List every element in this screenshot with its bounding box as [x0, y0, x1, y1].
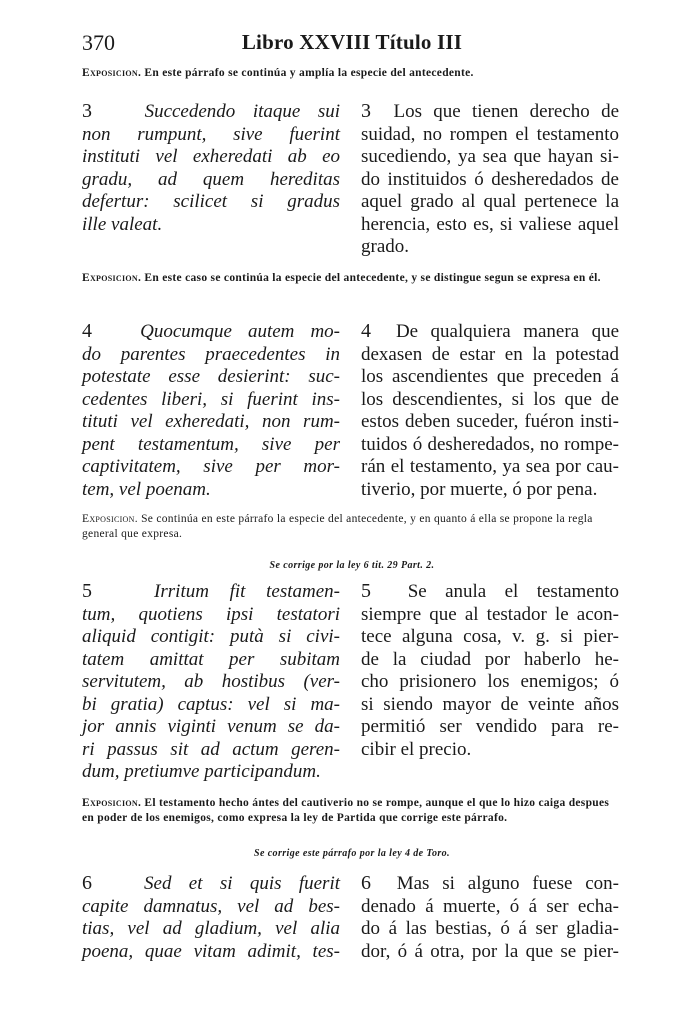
text-line: servitutem, ab hostibus (ver- — [82, 671, 340, 692]
text-line: permitió ser vendido para re- — [361, 716, 619, 737]
running-title: Libro XXVIII Título III — [241, 30, 463, 54]
exposition-label: Exposicion. — [82, 272, 142, 284]
text-line: cho prisionero los enemigos; ó — [361, 671, 619, 692]
text-line: los ascendientes que preceden á — [361, 366, 619, 387]
text-line: ille valeat. — [82, 213, 163, 235]
text-line: Irritum fit testamen- — [154, 581, 340, 602]
text-line: tiverio, por muerte, ó por pena. — [361, 478, 598, 500]
text-line: instituti vel exheredati ab eo — [82, 146, 340, 167]
text-line: bi gratia) captus: vel si ma- — [82, 693, 340, 715]
text-line: dum, pretiumve participandum. — [82, 761, 321, 782]
text-line: pent testamentum, sive per — [82, 433, 340, 455]
text-line: Succedendo itaque sui — [144, 101, 340, 122]
spanish-paragraph — [361, 320, 619, 501]
spanish-paragraph — [361, 100, 619, 259]
text-line: estos deben suceder, fuéron insti- — [361, 411, 619, 432]
text-line: De qualquiera manera que — [395, 321, 620, 342]
exposition-label: Exposicion. — [82, 513, 138, 525]
correction-note: Se corrige este párrafo por la ley 4 de Toro. — [254, 848, 450, 859]
text-line: cibir el precio. — [361, 738, 472, 760]
latin-paragraph — [82, 580, 340, 784]
text-line: tece alguna cosa, v. g. si pier- — [361, 626, 619, 647]
text-line: captivitatem, sive per mor- — [82, 456, 340, 477]
text-line: tum, quotiens ipsi testatori — [82, 603, 340, 625]
text-line: tituti vel exheredati, non rum- — [82, 411, 340, 432]
text-line: dexasen de estar en la potestad — [361, 343, 619, 365]
text-line: tuidos ó desheredados, no rompe- — [361, 433, 619, 455]
page-number: 370 — [82, 30, 115, 55]
correction-note: Se corrige por la ley 6 tit. 29 Part. 2. — [269, 560, 435, 571]
spanish-paragraph — [361, 580, 619, 761]
paragraph-number: 4 — [82, 320, 92, 342]
latin-paragraph — [82, 320, 340, 501]
text-line: poena, quae vitam adimit, tes- — [82, 940, 340, 962]
text-line: tias, vel ad gladium, vel alia — [82, 918, 340, 939]
paragraph-number: 6 — [82, 872, 92, 894]
exposition-text: Se continúa en este párrafo la especie del antecedente, y en quanto á ella se propone la regla general que expresa. — [82, 513, 593, 540]
text-line: Quocumque autem mo- — [140, 321, 340, 342]
paragraph-number: 6 — [361, 872, 371, 894]
text-line: si siendo mayor de veinte años — [361, 693, 619, 715]
text-line: ri passus sit ad actum geren- — [82, 738, 340, 760]
text-line: tem, vel poenam. — [82, 478, 211, 500]
text-line: Sed et si quis fuerit — [144, 873, 341, 894]
latin-paragraph — [82, 100, 340, 236]
page-header — [82, 30, 622, 60]
paragraph-number: 3 — [361, 100, 371, 122]
exposition-text: El testamento hecho ántes del cautiverio no se rompe, aunque el que lo hizo caiga despues en poder de los enemigos, como expresa la ley de Partida que corrige este párrafo. — [82, 797, 610, 824]
text-line: rán el testamento, ya sea por cau- — [361, 456, 619, 477]
text-line: herencia, esto es, si valiese aquel — [361, 213, 619, 235]
text-line: tatem amittat per subitam — [82, 648, 340, 670]
paragraph-number: 4 — [361, 320, 371, 342]
exposition-note — [82, 512, 622, 542]
text-line: Se anula el testamento — [407, 581, 619, 602]
text-line: aliquid contigit: putà si civi- — [82, 626, 340, 647]
exposition-text: En este párrafo se continúa y amplía la especie del antecedente. — [144, 67, 474, 79]
exposition-text: En este caso se continúa la especie del antecedente, y se distingue segun se expresa en él. — [144, 272, 601, 284]
exposition-label: Exposicion. — [82, 797, 142, 809]
text-line: aquel grado al qual pertenece la — [361, 191, 619, 212]
text-line: cedentes liberi, si fuerint ins- — [82, 388, 340, 410]
paragraph-number: 3 — [82, 100, 92, 122]
exposition-label: Exposicion. — [82, 67, 142, 79]
text-line: de la ciudad por haberlo he- — [361, 648, 619, 670]
text-line: suidad, no rompen el testamento — [361, 123, 619, 145]
text-line: Mas si alguno fuese con- — [396, 873, 619, 894]
paragraph-number: 5 — [82, 580, 92, 602]
text-line: potestate esse desierint: suc- — [82, 366, 340, 387]
text-line: siempre que al testador le acon- — [361, 603, 619, 625]
text-line: gradu, ad quem hereditas — [82, 168, 340, 190]
text-line: los descendientes, si los que de — [361, 388, 619, 410]
text-line: do á las bestias, ó á ser gladia- — [361, 918, 619, 939]
exposition-note — [82, 66, 622, 81]
text-line: non rumpunt, sive fuerint — [82, 123, 340, 145]
text-line: do parentes praecedentes in — [82, 343, 340, 365]
text-line: Los que tienen derecho de — [393, 101, 619, 122]
latin-paragraph — [82, 872, 340, 963]
exposition-note — [82, 796, 622, 826]
text-line: jor annis viginti venum se da- — [82, 716, 340, 737]
paragraph-number: 5 — [361, 580, 371, 602]
text-line: defertur: scilicet si gradus — [82, 191, 340, 212]
text-line: capite damnatus, vel ad bes- — [82, 895, 340, 917]
spanish-paragraph — [361, 872, 619, 963]
text-line: do instituidos ó desheredados de — [361, 168, 619, 190]
text-line: dor, ó á otra, por la que se pier- — [361, 940, 619, 962]
text-line: sucediendo, ya sea que hayan si- — [361, 146, 619, 167]
exposition-note — [82, 271, 622, 286]
text-line: denado á muerte, ó á ser echa- — [361, 895, 619, 917]
text-line: grado. — [361, 236, 410, 257]
